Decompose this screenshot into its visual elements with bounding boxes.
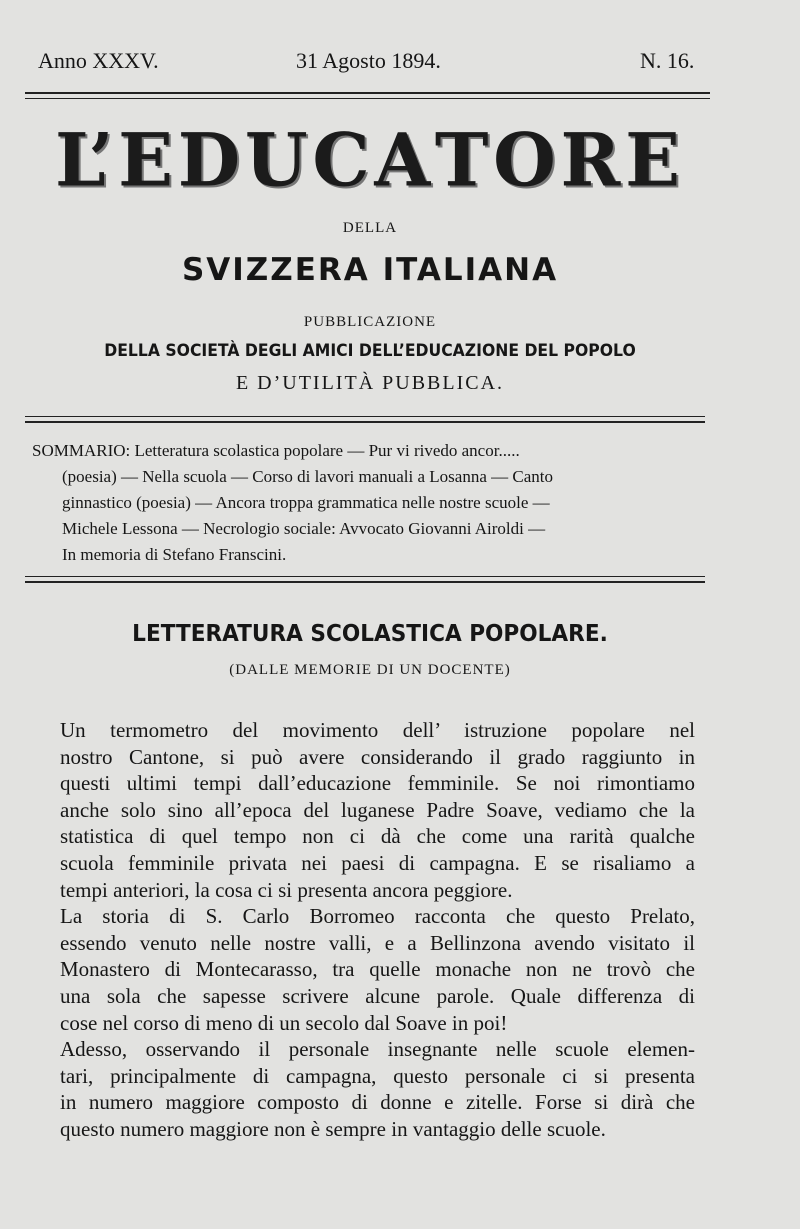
summary-line: In memoria di Stefano Franscini. (62, 545, 287, 564)
summary-rule-top (25, 576, 705, 577)
body-line: Un termometro del movimento dell’ istruzione popolare nel (60, 718, 695, 742)
body-line: essendo venuto nelle nostre valli, e a Bellinzona avendo visitato il (60, 930, 695, 955)
issue-year: Anno XXXV. (38, 48, 159, 73)
masthead-utility: E D’UTILITÀ PUBBLICA. (235, 372, 505, 394)
body-line: nostro Cantone, si può avere considerando il grado raggiunto in (60, 744, 695, 769)
masthead-rule-bottom (25, 421, 705, 423)
article-title: LETTERATURA SCOLASTICA POPOLARE. (132, 621, 608, 647)
header-rule-top (25, 92, 710, 94)
masthead-letter: C (312, 115, 370, 203)
article-subtitle: (DALLE MEMORIE DI UN DOCENTE) (229, 662, 511, 678)
body-line: Adesso, osservando il personale insegnante nelle scuole elemen- (60, 1037, 695, 1062)
masthead-letter: T (434, 115, 489, 203)
body-line: cose nel corso di meno di un secolo dal Soave in poi! (60, 1010, 508, 1035)
issue-date: 31 Agosto 1894. (296, 48, 441, 73)
body-line: questi ultimi tempi dall’educazione femminile. Se noi rimontiamo (60, 771, 695, 796)
body-line: statistica di quel tempo non ci dà che come una rarità qualche (60, 824, 695, 849)
masthead-subtitle: SVIZZERA ITALIANA (181, 252, 559, 288)
masthead-letter: A (374, 115, 431, 203)
body-line: tari, principalmente di campagna, questo personale ci si presenta (60, 1063, 695, 1088)
summary-block (32, 438, 702, 568)
body-line: tempi anteriori, la cosa ci si presenta ancora peggiore. (60, 877, 513, 902)
masthead-letter: L’ (55, 115, 114, 203)
masthead-pubblicazione: PUBBLICAZIONE (303, 314, 437, 330)
body-line: una sola che sapesse scrivere alcune parole. Quale differenza di (60, 983, 695, 1008)
masthead-rule-top (25, 416, 705, 417)
body-line: anche solo sino all’epoca del luganese Padre Soave, vediamo che la (60, 797, 695, 822)
summary-line: (poesia) — Nella scuola — Corso di lavori manuali a Losanna — Canto (62, 467, 553, 486)
masthead-letter: E (118, 115, 174, 203)
masthead-society: DELLA SOCIETÀ DEGLI AMICI DELL’EDUCAZIONE DEL POPOLO (104, 341, 636, 361)
masthead-title (55, 115, 680, 203)
summary-line: ginnastico (poesia) — Ancora troppa grammatica nelle nostre scuole — (62, 493, 550, 512)
summary-line: SOMMARIO: Letteratura scolastica popolare — Pur vi rivedo ancor..... (32, 441, 520, 460)
body-line: questo numero maggiore non è sempre in vantaggio delle scuole. (60, 1116, 606, 1141)
body-line: Monastero di Montecarasso, tra quelle monache non ne trovò che (60, 957, 695, 982)
masthead-letter: U (244, 115, 308, 203)
header-rule-bottom (25, 98, 710, 99)
body-line: in numero maggiore composto di donne e zitelle. Forse si dirà che (60, 1090, 695, 1115)
body-line: scuola femminile privata nei paesi di campagna. E se risaliamo a (60, 850, 695, 875)
masthead-della: DELLA (342, 220, 398, 236)
masthead-letter: R (560, 115, 621, 203)
summary-line: Michele Lessona — Necrologio sociale: Avvocato Giovanni Airoldi — (62, 519, 546, 538)
article-body (60, 717, 695, 1143)
masthead-letter: E (625, 115, 680, 203)
body-line: La storia di S. Carlo Borromeo racconta che questo Prelato, (60, 904, 695, 929)
issue-number: N. 16. (640, 48, 695, 73)
summary-rule-bottom (25, 581, 705, 583)
masthead-letter: D (177, 115, 241, 203)
masthead-letter: O (493, 115, 556, 203)
